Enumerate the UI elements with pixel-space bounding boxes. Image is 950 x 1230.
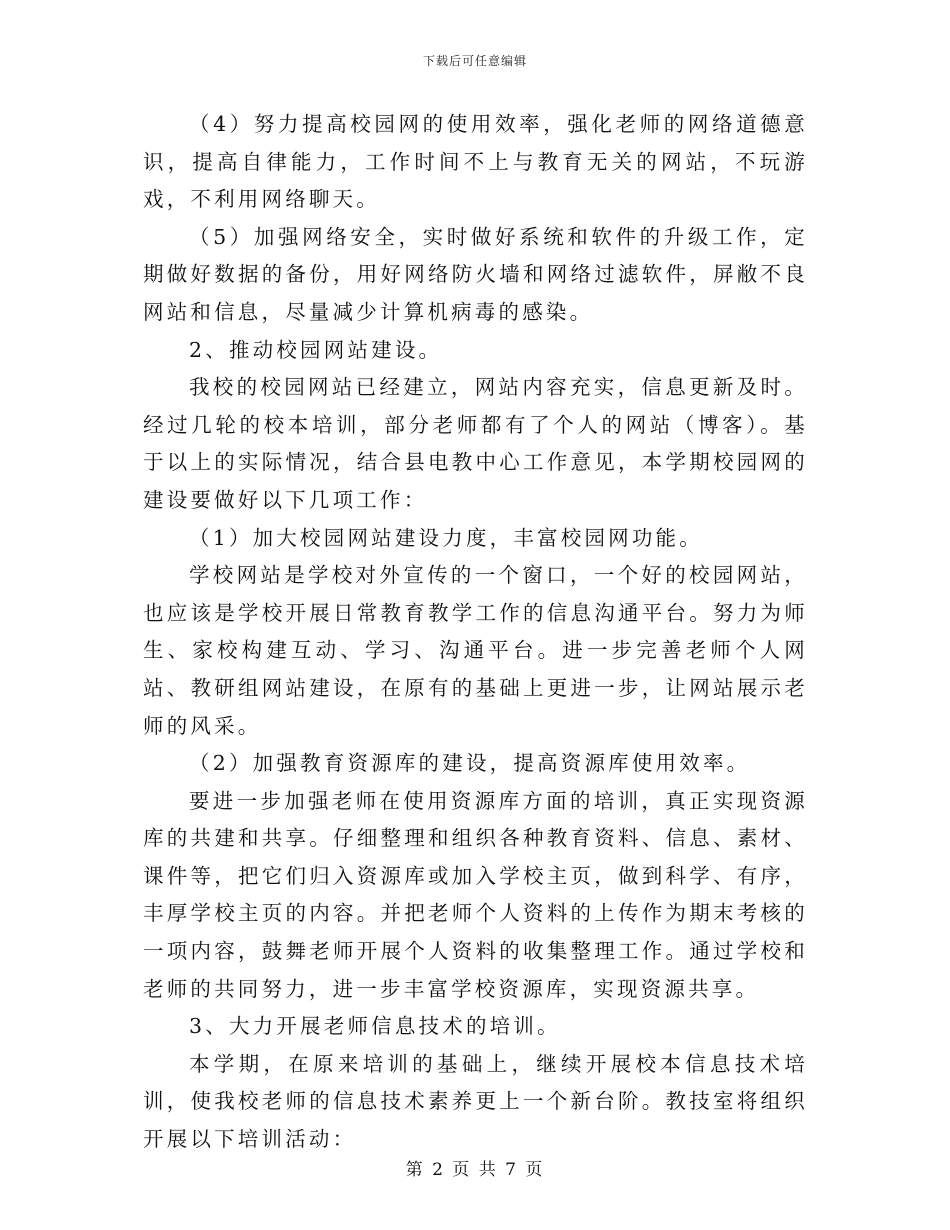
paragraph-training: 本学期，在原来培训的基础上，继续开展校本信息技术培训，使我校老师的信息技术素养更上一个新台阶。教技室将组织开展以下培训活动： [143, 1051, 808, 1152]
section-heading-3: 3、大力开展老师信息技术的培训。 [189, 1014, 561, 1039]
subheading-1: （1）加大校园网站建设力度，丰富校园网功能。 [189, 525, 703, 550]
page-number: 第 2 页 共 7 页 [405, 1160, 545, 1180]
section-heading-2: 2、推动校园网站建设。 [189, 337, 443, 362]
paragraph-item-4: （4）努力提高校园网的使用效率，强化老师的网络道德意识，提高自律能力，工作时间不上与教育无关的网站，不玩游戏，不利用网络聊天。 [143, 112, 808, 212]
paragraph-website-intro: 我校的校园网站已经建立，网站内容充实，信息更新及时。经过几轮的校本培训，部分老师都有了个人的网站（博客）。基于以上的实际情况，结合县电教中心工作意见，本学期校园网的建设要做好以下几项工作： [143, 375, 808, 512]
paragraph-item-5: （5）加强网络安全，实时做好系统和软件的升级工作，定期做好数据的备份，用好网络防火墙和网络过滤软件，屏敝不良网站和信息，尽量减少计算机病毒的感染。 [143, 224, 808, 324]
paragraph-website-role: 学校网站是学校对外宣传的一个窗口，一个好的校园网站，也应该是学校开展日常教育教学工作的信息沟通平台。努力为师生、家校构建互动、学习、沟通平台。进一步完善老师个人网站、教研组网站建设，在原有的基础上更进一步，让网站展示老师的风采。 [143, 563, 808, 738]
paragraph-resource-library: 要进一步加强老师在使用资源库方面的培训，真正实现资源库的共建和共享。仔细整理和组织各种教育资料、信息、素材、课件等，把它们归入资源库或加入学校主页，做到科学、有序，丰厚学校主页的内容。并把老师个人资料的上传作为期末考核的一项内容，鼓舞老师开展个人资料的收集整理工作。通过学校和老师的共同努力，进一步丰富学校资源库，实现资源共享。 [143, 788, 808, 1001]
subheading-2: （2）加强教育资源库的建设，提高资源库使用效率。 [189, 751, 751, 776]
page-header: 下载后可任意编辑 [422, 54, 527, 68]
document-body [143, 106, 808, 1159]
